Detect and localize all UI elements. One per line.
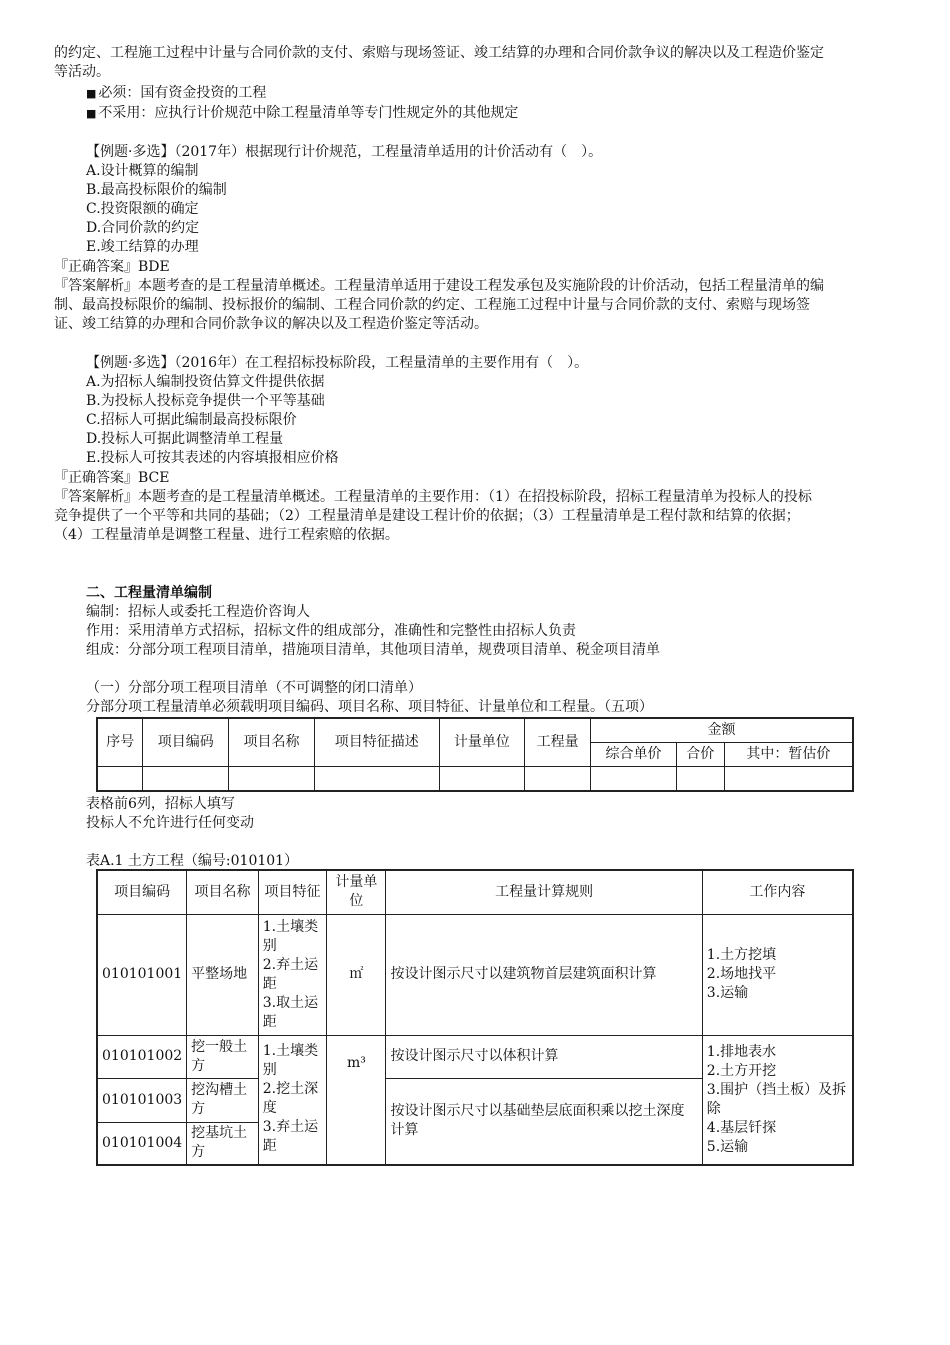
q1-option-e: E.竣工结算的办理 [86, 239, 199, 255]
header-provisional: 其中：暂估价 [724, 743, 853, 767]
table-row [97, 1035, 853, 1078]
row2-code: 010101002 [97, 1035, 187, 1078]
section-role: 作用：采用清单方式招标，招标文件的组成部分，准确性和完整性由招标人负责 [86, 623, 576, 639]
bullet-not-adopted-text: 不采用：应执行计价规范中除工程量清单等专门性规定外的其他规定 [98, 105, 519, 121]
group-unit: m³ [327, 1035, 386, 1165]
empty-cell [591, 767, 677, 792]
note-bidder-fill: 表格前6列，招标人填写 [86, 796, 235, 812]
q1-analysis-2: 制、最高投标限价的编制、投标报价的编制、工程合同价款的约定、工程施工过程中计量与合同价款的支付、索赔与现场签 [54, 297, 810, 313]
section-compose: 组成：分部分项工程项目清单，措施项目清单，其他项目清单，规费项目清单、税金项目清单 [86, 642, 660, 658]
header-feature: 项目特征描述 [314, 718, 439, 767]
row3-code: 010101003 [97, 1078, 187, 1122]
empty-cell [724, 767, 853, 792]
q1-stem: 【例题·多选】（2017年）根据现行计价规范，工程量清单适用的计价活动有（ ）。 [86, 144, 603, 160]
row1-code: 010101001 [97, 914, 187, 1035]
q2-analysis-3: （4）工程量清单是调整工程量、进行工程索赔的依据。 [54, 527, 399, 543]
row3-name: 挖沟槽土方 [187, 1078, 259, 1122]
group-feature: 1.土壤类别 2.挖土深度 3.弃土运距 [258, 1035, 327, 1165]
row1-work: 1.土方挖填 2.场地找平 3.运输 [702, 914, 853, 1035]
row34-rule: 按设计图示尺寸以基础垫层底面积乘以挖土深度计算 [386, 1078, 702, 1165]
group-work: 1.排地表水 2.土方开挖 3.围护（挡土板）及拆除 4.基层钎探 5.运输 [702, 1035, 853, 1165]
row4-name: 挖基坑土方 [187, 1122, 259, 1165]
header-name: 项目名称 [187, 870, 259, 914]
bill-of-quantities-table [96, 717, 854, 792]
table-row [97, 767, 853, 792]
q1-option-b: B.最高投标限价的编制 [86, 182, 227, 198]
empty-cell [229, 767, 315, 792]
row2-rule: 按设计图示尺寸以体积计算 [386, 1035, 702, 1078]
intro-line-1: 的约定、工程施工过程中计量与合同价款的支付、索赔与现场签证、竣工结算的办理和合同价款争议的解决以及工程造价鉴定 [54, 45, 824, 61]
header-total-price: 合价 [676, 743, 724, 767]
empty-cell [439, 767, 525, 792]
row1-unit: ㎡ [327, 914, 386, 1035]
q2-analysis-2: 竞争提供了一个平等和共同的基础；（2）工程量清单是建设工程计价的依据；（3）工程量清单是工程付款和结算的依据； [54, 508, 800, 524]
q1-analysis-1: 『答案解析』本题考查的是工程量清单概述。工程量清单适用于建设工程发承包及实施阶段的计价活动，包括工程量清单的编 [54, 278, 824, 294]
q2-answer: 『正确答案』BCE [54, 470, 170, 486]
row1-rule: 按设计图示尺寸以建筑物首层建筑面积计算 [386, 914, 702, 1035]
q2-option-b: B.为投标人投标竞争提供一个平等基础 [86, 393, 325, 409]
square-bullet-icon: ■ [86, 107, 97, 120]
table2-title: 表A.1 土方工程（编号:010101） [86, 853, 299, 869]
header-rule: 工程量计算规则 [386, 870, 702, 914]
empty-cell [97, 767, 143, 792]
bullet-required [86, 84, 266, 103]
header-name: 项目名称 [229, 718, 315, 767]
header-seq: 序号 [97, 718, 143, 767]
q2-stem: 【例题·多选】（2016年）在工程招标投标阶段，工程量清单的主要作用有（ ）。 [86, 355, 589, 371]
header-work: 工作内容 [702, 870, 853, 914]
row4-code: 010101004 [97, 1122, 187, 1165]
q2-option-d: D.投标人可据此调整清单工程量 [86, 431, 284, 447]
bullet-required-text: 必须：国有资金投资的工程 [98, 85, 267, 101]
q1-analysis-3: 证、竣工结算的办理和合同价款争议的解决以及工程造价鉴定等活动。 [54, 316, 488, 332]
header-code: 项目编码 [143, 718, 229, 767]
empty-cell [525, 767, 591, 792]
empty-cell [676, 767, 724, 792]
header-unit-price: 综合单价 [591, 743, 677, 767]
note-no-change: 投标人不允许进行任何变动 [86, 815, 254, 831]
q2-option-a: A.为招标人编制投资估算文件提供依据 [86, 374, 325, 390]
empty-cell [314, 767, 439, 792]
row2-name: 挖一般土方 [187, 1035, 259, 1078]
bullet-not-adopted [86, 104, 518, 123]
q1-option-a: A.设计概算的编制 [86, 163, 199, 179]
row1-name: 平整场地 [187, 914, 259, 1035]
q2-option-c: C.招标人可据此编制最高投标限价 [86, 412, 297, 428]
q1-option-c: C.投资限额的确定 [86, 201, 199, 217]
section-compile: 编制：招标人或委托工程造价咨询人 [86, 604, 310, 620]
header-code: 项目编码 [97, 870, 187, 914]
table-row [97, 914, 853, 1035]
header-quantity: 工程量 [525, 718, 591, 767]
q1-option-d: D.合同价款的约定 [86, 220, 200, 236]
header-amount: 金额 [591, 718, 853, 743]
square-bullet-icon: ■ [86, 87, 97, 100]
subsection-title: （一）分部分项工程项目清单（不可调整的闭口清单） [86, 680, 422, 696]
header-unit: 计量单位 [327, 870, 386, 914]
intro-line-2: 等活动。 [54, 64, 110, 80]
section-title: 二、工程量清单编制 [86, 585, 212, 601]
subsection-desc: 分部分项工程量清单必须载明项目编码、项目名称、项目特征、计量单位和工程量。（五项） [86, 699, 653, 715]
header-unit: 计量单位 [439, 718, 525, 767]
q1-answer: 『正确答案』BDE [54, 259, 170, 275]
row1-feature: 1.土壤类别 2.弃土运距 3.取土运距 [258, 914, 327, 1035]
empty-cell [143, 767, 229, 792]
q2-analysis-1: 『答案解析』本题考查的是工程量清单概述。工程量清单的主要作用：（1）在招投标阶段，招标工程量清单为投标人的投标 [54, 489, 812, 505]
q2-option-e: E.投标人可按其表述的内容填报相应价格 [86, 450, 339, 466]
earthwork-table [96, 869, 854, 1166]
header-feature: 项目特征 [258, 870, 327, 914]
